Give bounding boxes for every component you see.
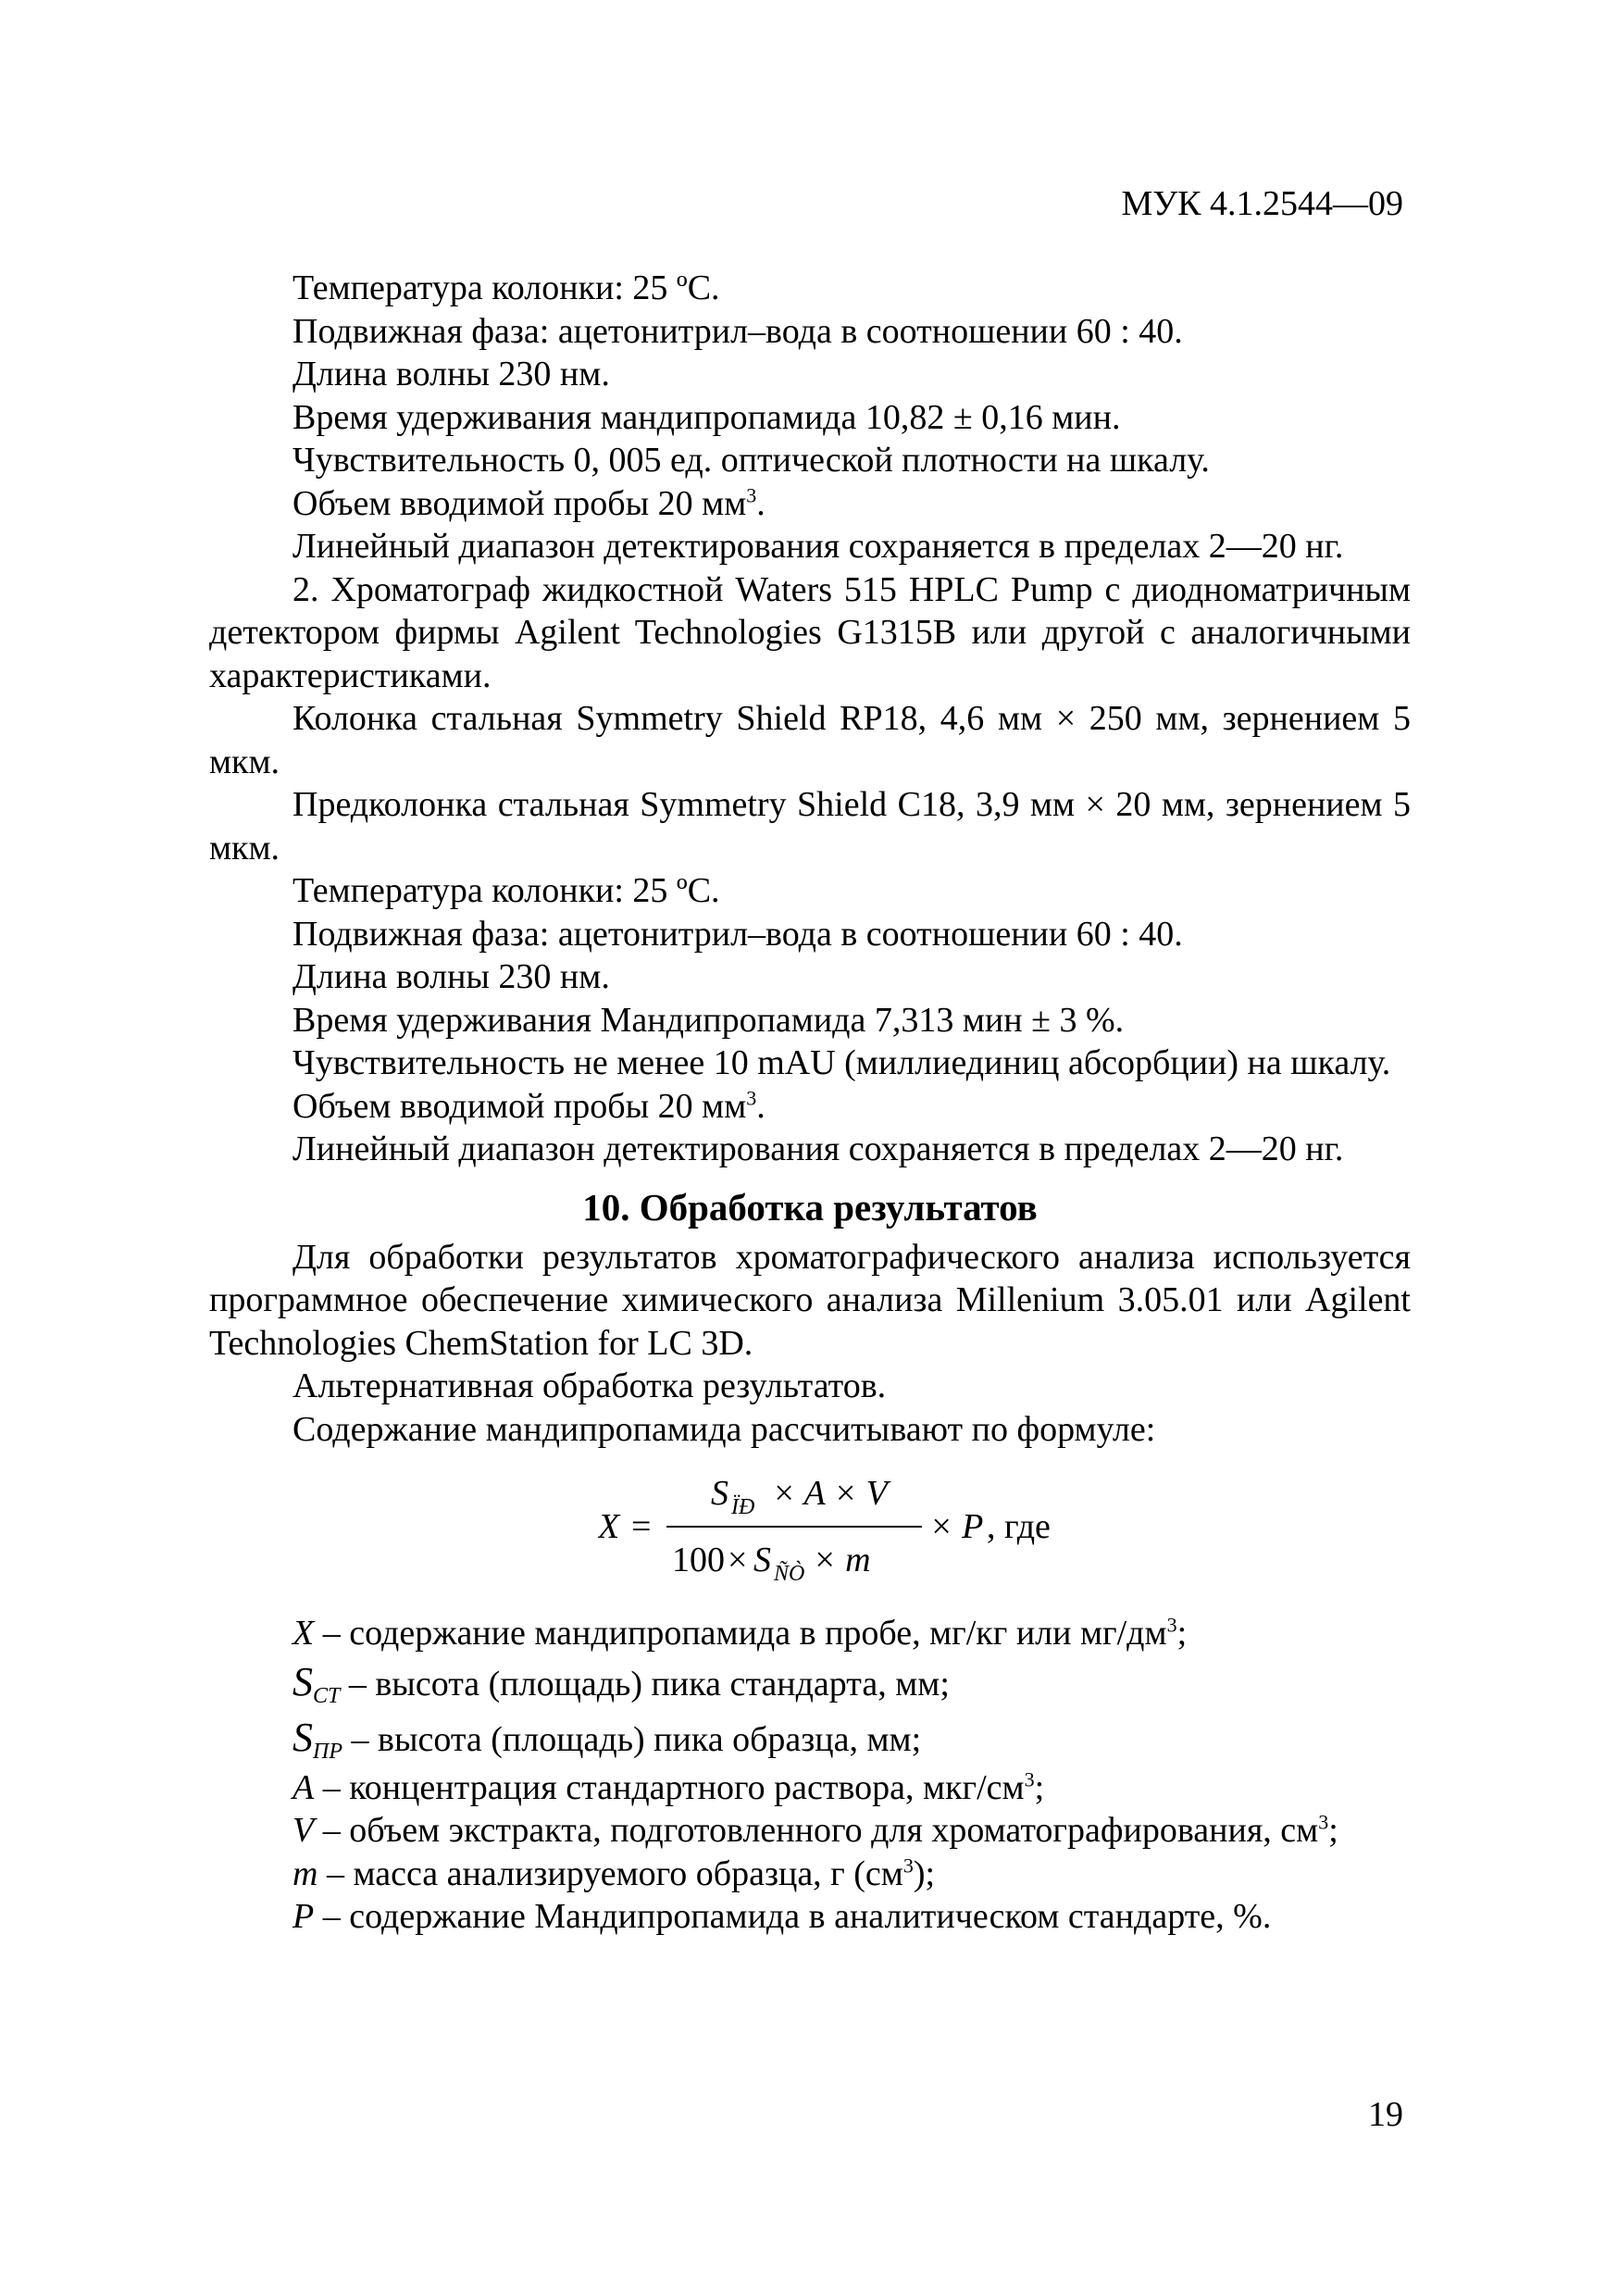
definition-end: ); — [913, 1853, 936, 1893]
document-code-header: МУК 4.1.2544—09 — [1121, 184, 1403, 223]
formula-where: , где — [987, 1507, 1051, 1546]
superscript: 3 — [746, 1085, 757, 1109]
paragraph: Длина волны 230 нм. — [292, 355, 610, 393]
formula-num-sub: ÏÐ — [731, 1495, 755, 1519]
definition-text: – концентрация стандартного раствора, мкг/см — [314, 1767, 1025, 1807]
paragraph: Подвижная фаза: ацетонитрил–вода в соотношении 60 : 40. — [292, 311, 1183, 351]
formula-tail: × P — [929, 1507, 984, 1546]
definition-item — [209, 1711, 1411, 1766]
definitions-list — [209, 1612, 1411, 1939]
definition-text: – объем экстракта, подготовленного для хроматографирования, см — [314, 1811, 1319, 1850]
definition-symbol: S — [292, 1658, 313, 1704]
superscript: 3 — [746, 482, 757, 506]
formula-num-s: S — [711, 1474, 728, 1513]
superscript: 3 — [1318, 1810, 1329, 1834]
definition-subscript: СТ — [313, 1683, 341, 1708]
definition-item — [209, 1612, 1411, 1655]
definition-item — [209, 1766, 1411, 1810]
definition-text: – содержание мандипропамида в пробе, мг/кг или мг/дм — [314, 1614, 1167, 1653]
formula-lhs: X — [598, 1507, 620, 1546]
formula-den-sub: ÑÒ — [774, 1562, 805, 1586]
formula-svg — [598, 1456, 1116, 1595]
definition-text: – содержание Мандипропамида в аналитическом стандарте, %. — [314, 1897, 1272, 1936]
paragraph: 2. Хроматограф жидкостной Waters 515 HPLC Pump с диодноматричным детектором фирмы Agilent Technologies G1315B или другой с аналогичными характеристиками. — [209, 569, 1411, 695]
paragraph: Температура колонки: 25 ºС. — [292, 871, 720, 910]
paragraph: Подвижная фаза: ацетонитрил–вода в соотношении 60 : 40. — [292, 914, 1183, 954]
definition-symbol: P — [292, 1897, 315, 1936]
definition-item — [209, 1655, 1411, 1711]
definition-item — [209, 1853, 1411, 1896]
definition-end: ; — [1034, 1767, 1045, 1807]
definition-text: – высота (площадь) пика стандарта, мм; — [340, 1664, 950, 1703]
definition-text: – высота (площадь) пика образца, мм; — [342, 1719, 922, 1759]
formula-den-s: S — [753, 1541, 771, 1579]
paragraph: Линейный диапазон детектирования сохраняется в пределах 2—20 нг. — [292, 527, 1344, 566]
definition-item — [209, 1895, 1411, 1939]
section-heading: 10. Обработка результатов — [582, 1185, 1038, 1229]
paragraph-with-superscript: Объем вводимой пробы 20 $мм^3$. — [292, 482, 765, 523]
definition-symbol: V — [292, 1811, 315, 1850]
formula-den-times: × — [728, 1541, 748, 1579]
paragraph-with-superscript: Объем вводимой пробы 20 $мм^3$. — [292, 1085, 765, 1126]
page-number: 19 — [1368, 2095, 1403, 2134]
definition-end: ; — [1176, 1614, 1188, 1653]
formula-equals: = — [631, 1507, 652, 1546]
formula — [598, 1456, 1116, 1595]
paragraph: Длина волны 230 нм. — [292, 957, 610, 996]
superscript: 3 — [1024, 1766, 1035, 1791]
paragraph: Чувствительность 0, 005 ед. оптической плотности на шкалу. — [292, 441, 1210, 480]
paragraph: Чувствительность не менее 10 mAU (миллиединиц абсорбции) на шкалу. — [292, 1043, 1391, 1082]
paragraph: Температура колонки: 25 ºС. — [292, 268, 720, 307]
main-content — [209, 267, 1411, 1939]
paragraph: Альтернативная обработка результатов. — [292, 1366, 887, 1405]
paragraph: Время удерживания мандипропамида 10,82 ± 0,16 мин. — [292, 397, 1121, 437]
formula-den-hundred: 100 — [672, 1541, 725, 1579]
paragraph: Предколонка стальная Symmetry Shield C18, 3,9 мм × 20 мм, зернением 5 мкм. — [209, 785, 1411, 867]
definition-symbol: X — [292, 1614, 315, 1653]
paragraph-text: Объем вводимой пробы 20 мм — [292, 1086, 747, 1126]
paragraph: Содержание мандипропамида рассчитывают по формуле: — [292, 1409, 1156, 1449]
superscript: 3 — [902, 1853, 914, 1877]
superscript: 3 — [1166, 1613, 1177, 1637]
definition-symbol: m — [292, 1853, 318, 1893]
paragraph: Время удерживания Мандипропамида 7,313 мин ± 3 %. — [292, 1000, 1125, 1040]
definition-symbol: A — [292, 1767, 315, 1807]
formula-den-rest: × m — [813, 1541, 871, 1579]
definition-item — [209, 1809, 1411, 1853]
definition-end: ; — [1328, 1811, 1338, 1850]
definition-text: – масса анализируемого образца, г (см — [317, 1853, 903, 1893]
definition-symbol: S — [292, 1714, 313, 1760]
paragraph: Для обработки результатов хроматографического анализа используется программное обеспечение химического анализа Millenium 3.05.01 или Agilent Technologies ChemStation for LC 3D. — [209, 1237, 1411, 1363]
paragraph-text: Объем вводимой пробы 20 мм — [292, 483, 747, 523]
paragraph: Линейный диапазон детектирования сохраняется в пределах 2—20 нг. — [292, 1129, 1344, 1168]
formula-block — [209, 1456, 1411, 1595]
formula-num-rest: × A × V — [772, 1474, 888, 1513]
definition-subscript: ПР — [313, 1739, 342, 1764]
paragraph: Колонка стальная Symmetry Shield RP18, 4,6 мм × 250 мм, зернением 5 мкм. — [209, 699, 1411, 781]
